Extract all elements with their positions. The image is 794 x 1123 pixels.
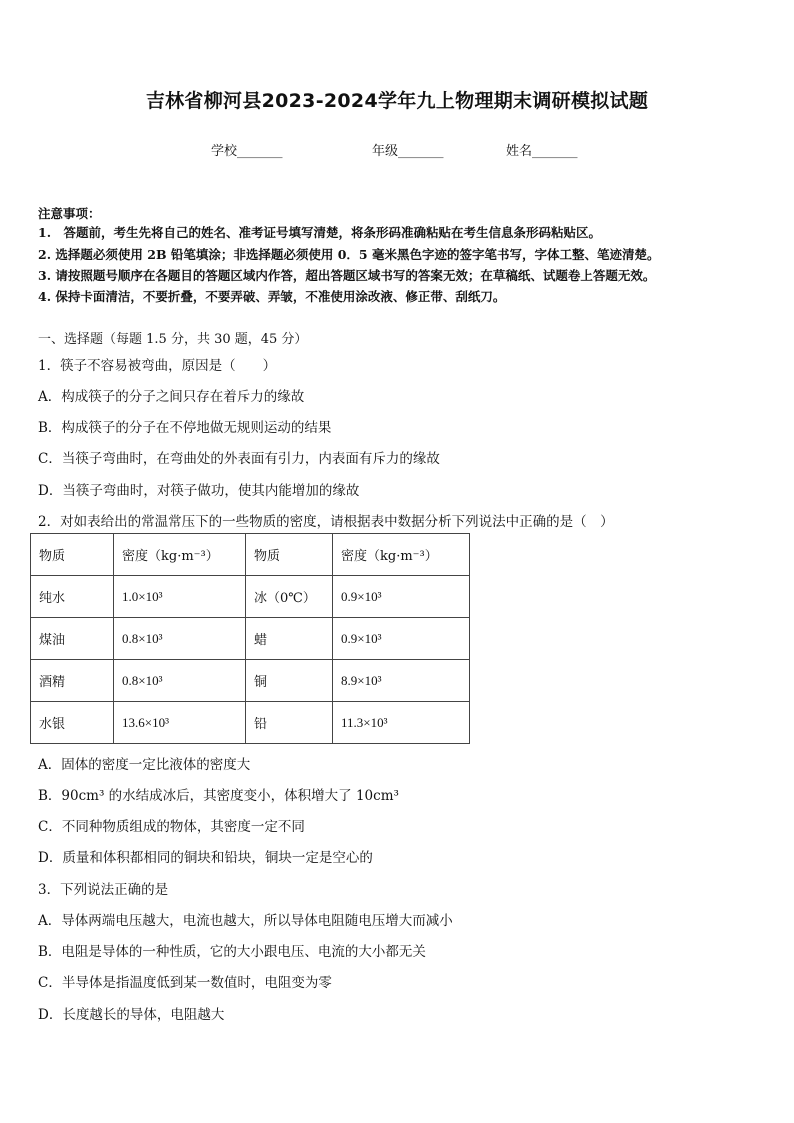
- question-stem-2: 2．对如表给出的常温常压下的一些物质的密度，请根据表中数据分析下列说法中正确的是（ ）: [38, 514, 614, 530]
- name-field: [506, 140, 578, 159]
- table-cell: 11.3×10³: [333, 702, 470, 744]
- table-cell: 1.0×10³: [114, 576, 246, 618]
- table-row: [31, 660, 470, 702]
- table-cell: 铜: [246, 660, 333, 702]
- school-field: [211, 140, 283, 159]
- notice-item: 4. 保持卡面清洁，不要折叠，不要弄破、弄皱，不准使用涂改液、修正带、刮纸刀。: [38, 289, 506, 304]
- q2-option-a: A．固体的密度一定比液体的密度大: [38, 757, 251, 773]
- table-cell: 0.8×10³: [114, 618, 246, 660]
- q3-option-c: C．半导体是指温度低到某一数值时，电阻变为零: [38, 975, 332, 991]
- table-row: [31, 618, 470, 660]
- table-cell: 煤油: [31, 618, 114, 660]
- q1-option-a: A．构成筷子的分子之间只存在着斥力的缘故: [38, 389, 305, 405]
- q2-option-b: B．90cm³ 的水结成冰后，其密度变小，体积增大了 10cm³: [38, 788, 399, 804]
- q3-option-a: A．导体两端电压越大，电流也越大，所以导体电阻随电压增大而减小: [38, 913, 453, 929]
- notice-item: 1. 答题前，考生先将自己的姓名、准考证号填写清楚，将条形码准确粘贴在考生信息条形码粘贴区。: [38, 225, 602, 240]
- question-stem-3: 3．下列说法正确的是: [38, 882, 169, 898]
- table-cell: 纯水: [31, 576, 114, 618]
- table-cell: 水银: [31, 702, 114, 744]
- table-cell: 0.8×10³: [114, 660, 246, 702]
- table-row: [31, 576, 470, 618]
- table-cell: 铅: [246, 702, 333, 744]
- school-label: 学校: [211, 144, 238, 159]
- grade-label: 年级: [372, 144, 399, 159]
- grade-blank: _______: [398, 144, 444, 159]
- table-cell: 13.6×10³: [114, 702, 246, 744]
- question-stem-1: 1．筷子不容易被弯曲，原因是（ ）: [38, 358, 277, 374]
- name-label: 姓名: [506, 144, 533, 159]
- density-table: [30, 533, 470, 744]
- page-title: 吉林省柳河县2023-2024学年九上物理期末调研模拟试题: [145, 90, 649, 112]
- table-cell: 酒精: [31, 660, 114, 702]
- section-heading: 一、选择题（每题 1.5 分，共 30 题，45 分）: [38, 332, 308, 347]
- table-cell: 0.9×10³: [333, 618, 470, 660]
- notice-heading: 注意事项：: [38, 206, 101, 221]
- table-header-cell: 物质: [246, 534, 333, 576]
- notice-item: 2. 选择题必须使用 2B 铅笔填涂；非选择题必须使用 0．5 毫米黑色字迹的签字笔书写，字体工整、笔迹清楚。: [38, 247, 660, 262]
- notice-item: 3. 请按照题号顺序在各题目的答题区域内作答，超出答题区域书写的答案无效；在草稿纸、试题卷上答题无效。: [38, 268, 656, 283]
- q2-option-d: D．质量和体积都相同的铜块和铅块，铜块一定是空心的: [38, 850, 373, 866]
- q3-option-d: D．长度越长的导体，电阻越大: [38, 1007, 225, 1023]
- table-header-cell: 密度（kg·m⁻³）: [333, 534, 470, 576]
- table-cell: 冰（0℃）: [246, 576, 333, 618]
- q1-option-d: D．当筷子弯曲时，对筷子做功，使其内能增加的缘故: [38, 483, 360, 499]
- name-blank: _______: [532, 144, 578, 159]
- table-header-row: [31, 534, 470, 576]
- q1-option-b: B．构成筷子的分子在不停地做无规则运动的结果: [38, 420, 332, 436]
- table-header-cell: 密度（kg·m⁻³）: [114, 534, 246, 576]
- school-blank: _______: [237, 144, 283, 159]
- table-cell: 8.9×10³: [333, 660, 470, 702]
- table-cell: 0.9×10³: [333, 576, 470, 618]
- q1-option-c: C．当筷子弯曲时，在弯曲处的外表面有引力，内表面有斥力的缘故: [38, 451, 440, 467]
- grade-field: [372, 140, 444, 159]
- table-header-cell: 物质: [31, 534, 114, 576]
- q2-option-c: C．不同种物质组成的物体，其密度一定不同: [38, 819, 305, 835]
- q3-option-b: B．电阻是导体的一种性质，它的大小跟电压、电流的大小都无关: [38, 944, 426, 960]
- table-row: [31, 702, 470, 744]
- table-cell: 蜡: [246, 618, 333, 660]
